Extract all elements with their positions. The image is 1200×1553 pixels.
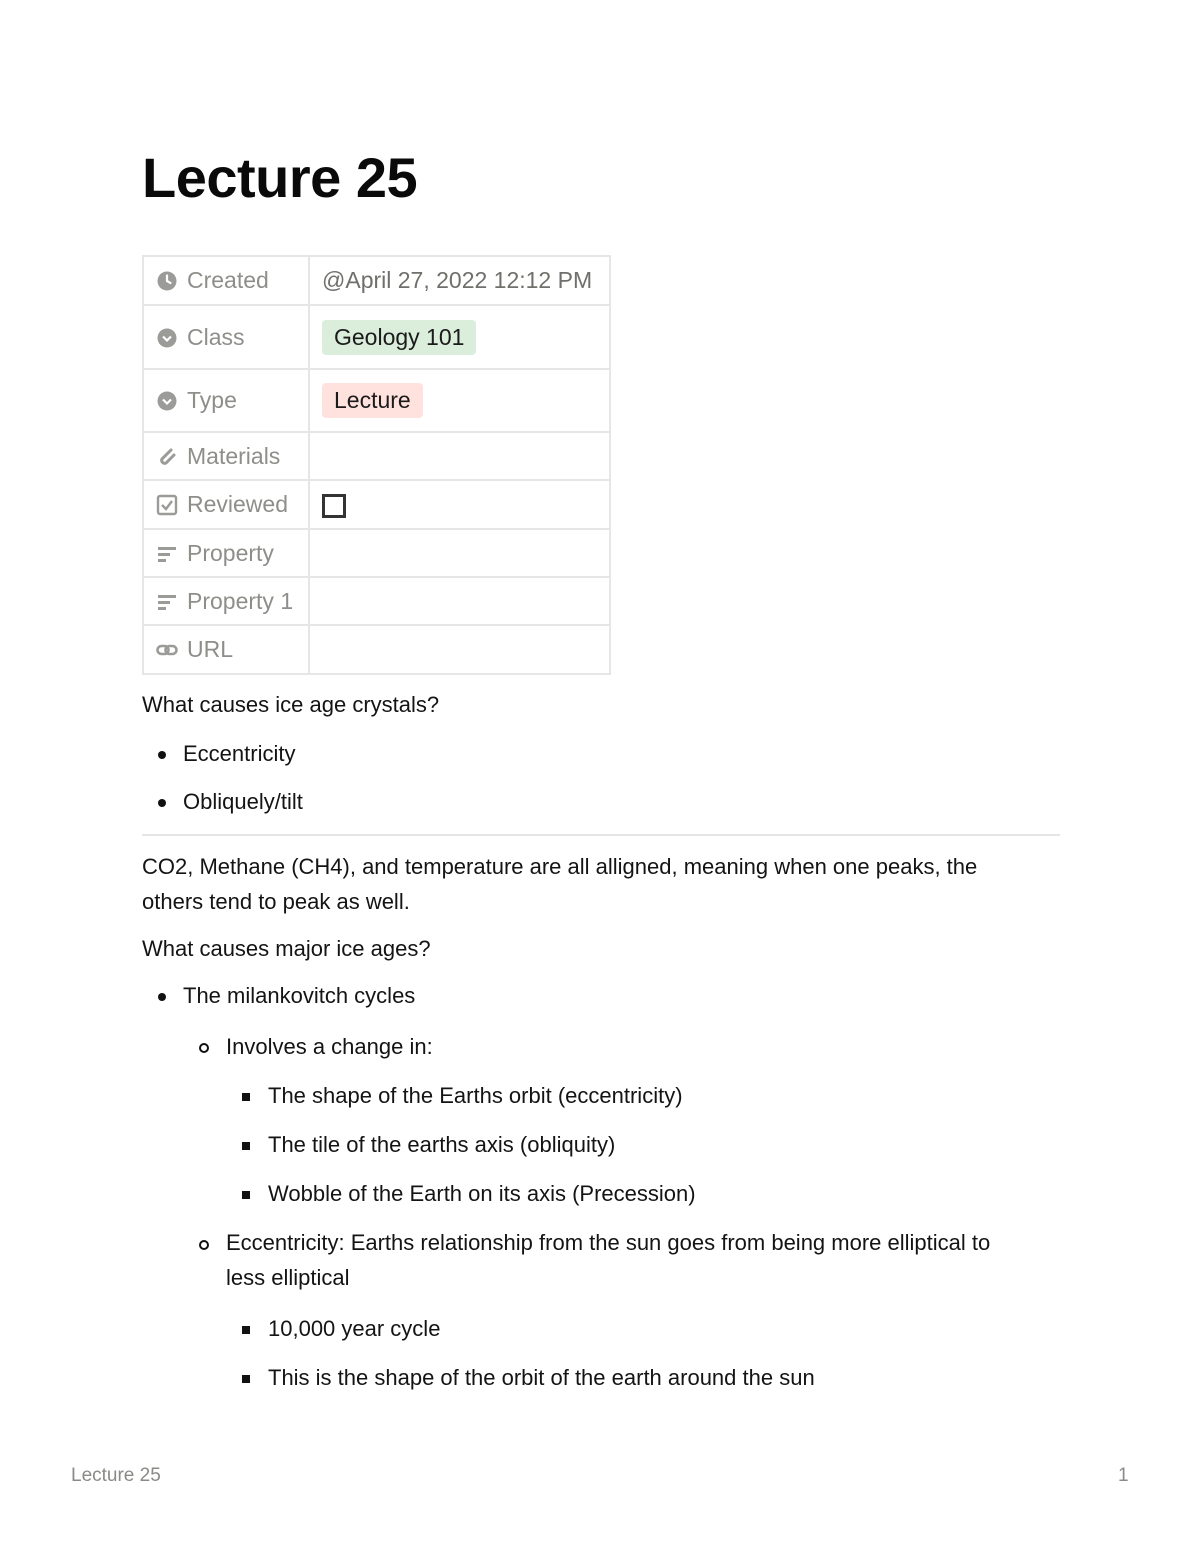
- page-title: Lecture 25: [142, 146, 418, 209]
- property-row-class: [143, 305, 610, 369]
- link-icon: [156, 639, 178, 661]
- text-icon: [156, 543, 178, 565]
- bullet-disc: [158, 993, 166, 1001]
- property-label: Class: [187, 323, 245, 350]
- property-row-created: [143, 256, 610, 305]
- property-label: URL: [187, 636, 234, 662]
- property-label: Reviewed: [187, 491, 288, 517]
- bullet-circle: [199, 1240, 209, 1250]
- question-major-ice-ages: What causes major ice ages?: [142, 936, 431, 961]
- checkbox-icon: [156, 494, 178, 516]
- list-item: The shape of the Earths orbit (eccentricity): [268, 1083, 683, 1108]
- clock-icon: [156, 270, 178, 292]
- list-item: Obliquely/tilt: [183, 789, 303, 814]
- property-value-type[interactable]: [309, 369, 610, 432]
- page-number: 1: [1118, 1465, 1129, 1486]
- property-label: Property: [187, 539, 274, 566]
- question-ice-age-crystals: What causes ice age crystals?: [142, 692, 440, 717]
- property-value-reviewed: [309, 480, 610, 529]
- property-value-property[interactable]: [309, 529, 610, 577]
- property-label: Type: [187, 387, 237, 413]
- property-row-type: [143, 369, 610, 432]
- type-tag[interactable]: Lecture: [322, 383, 423, 418]
- paragraph-line: CO2, Methane (CH4), and temperature are all alligned, meaning when one peaks, the: [142, 854, 978, 879]
- property-value-url[interactable]: [309, 625, 610, 674]
- reviewed-checkbox[interactable]: [322, 494, 346, 518]
- property-row-reviewed: [143, 480, 610, 529]
- property-row-property-1: [143, 577, 610, 625]
- property-value-property-1[interactable]: [309, 577, 610, 625]
- select-icon: [156, 390, 178, 412]
- text-icon: [156, 591, 178, 613]
- select-icon: [156, 327, 178, 349]
- bullet-square: [242, 1326, 250, 1334]
- property-label: Created: [187, 267, 269, 293]
- footer-title: Lecture 25: [71, 1465, 161, 1486]
- list-item: The milankovitch cycles: [183, 983, 416, 1008]
- class-tag[interactable]: Geology 101: [322, 320, 476, 355]
- divider: [142, 834, 1060, 836]
- list-item: Wobble of the Earth on its axis (Precession): [268, 1181, 696, 1206]
- bullet-square: [242, 1142, 250, 1150]
- list-item: 10,000 year cycle: [268, 1316, 441, 1341]
- list-item: This is the shape of the orbit of the earth around the sun: [268, 1365, 815, 1390]
- property-row-property: [143, 529, 610, 577]
- list-item: The tile of the earths axis (obliquity): [268, 1132, 616, 1157]
- property-row-url: [143, 625, 610, 674]
- property-value-class[interactable]: [309, 305, 610, 369]
- paragraph-line: others tend to peak as well.: [142, 889, 410, 914]
- property-value-materials[interactable]: [309, 432, 610, 480]
- bullet-square: [242, 1093, 250, 1101]
- property-value-created[interactable]: [309, 256, 610, 305]
- paperclip-icon: [156, 446, 178, 468]
- property-row-materials: [143, 432, 610, 480]
- bullet-square: [242, 1191, 250, 1199]
- list-item: Involves a change in:: [226, 1034, 433, 1059]
- bullet-disc: [158, 751, 166, 759]
- created-date: @April 27, 2022 12:12 PM: [322, 267, 593, 293]
- property-label: Property 1: [187, 587, 294, 614]
- bullet-circle: [199, 1043, 209, 1053]
- property-label: Materials: [187, 442, 281, 469]
- list-item: Eccentricity: Earths relationship from the sun goes from being more elliptical to: [226, 1230, 991, 1255]
- list-item: Eccentricity: [183, 741, 296, 766]
- properties-table: [142, 255, 611, 675]
- bullet-disc: [158, 799, 166, 807]
- bullet-square: [242, 1375, 250, 1383]
- list-item-continuation: less elliptical: [226, 1265, 350, 1290]
